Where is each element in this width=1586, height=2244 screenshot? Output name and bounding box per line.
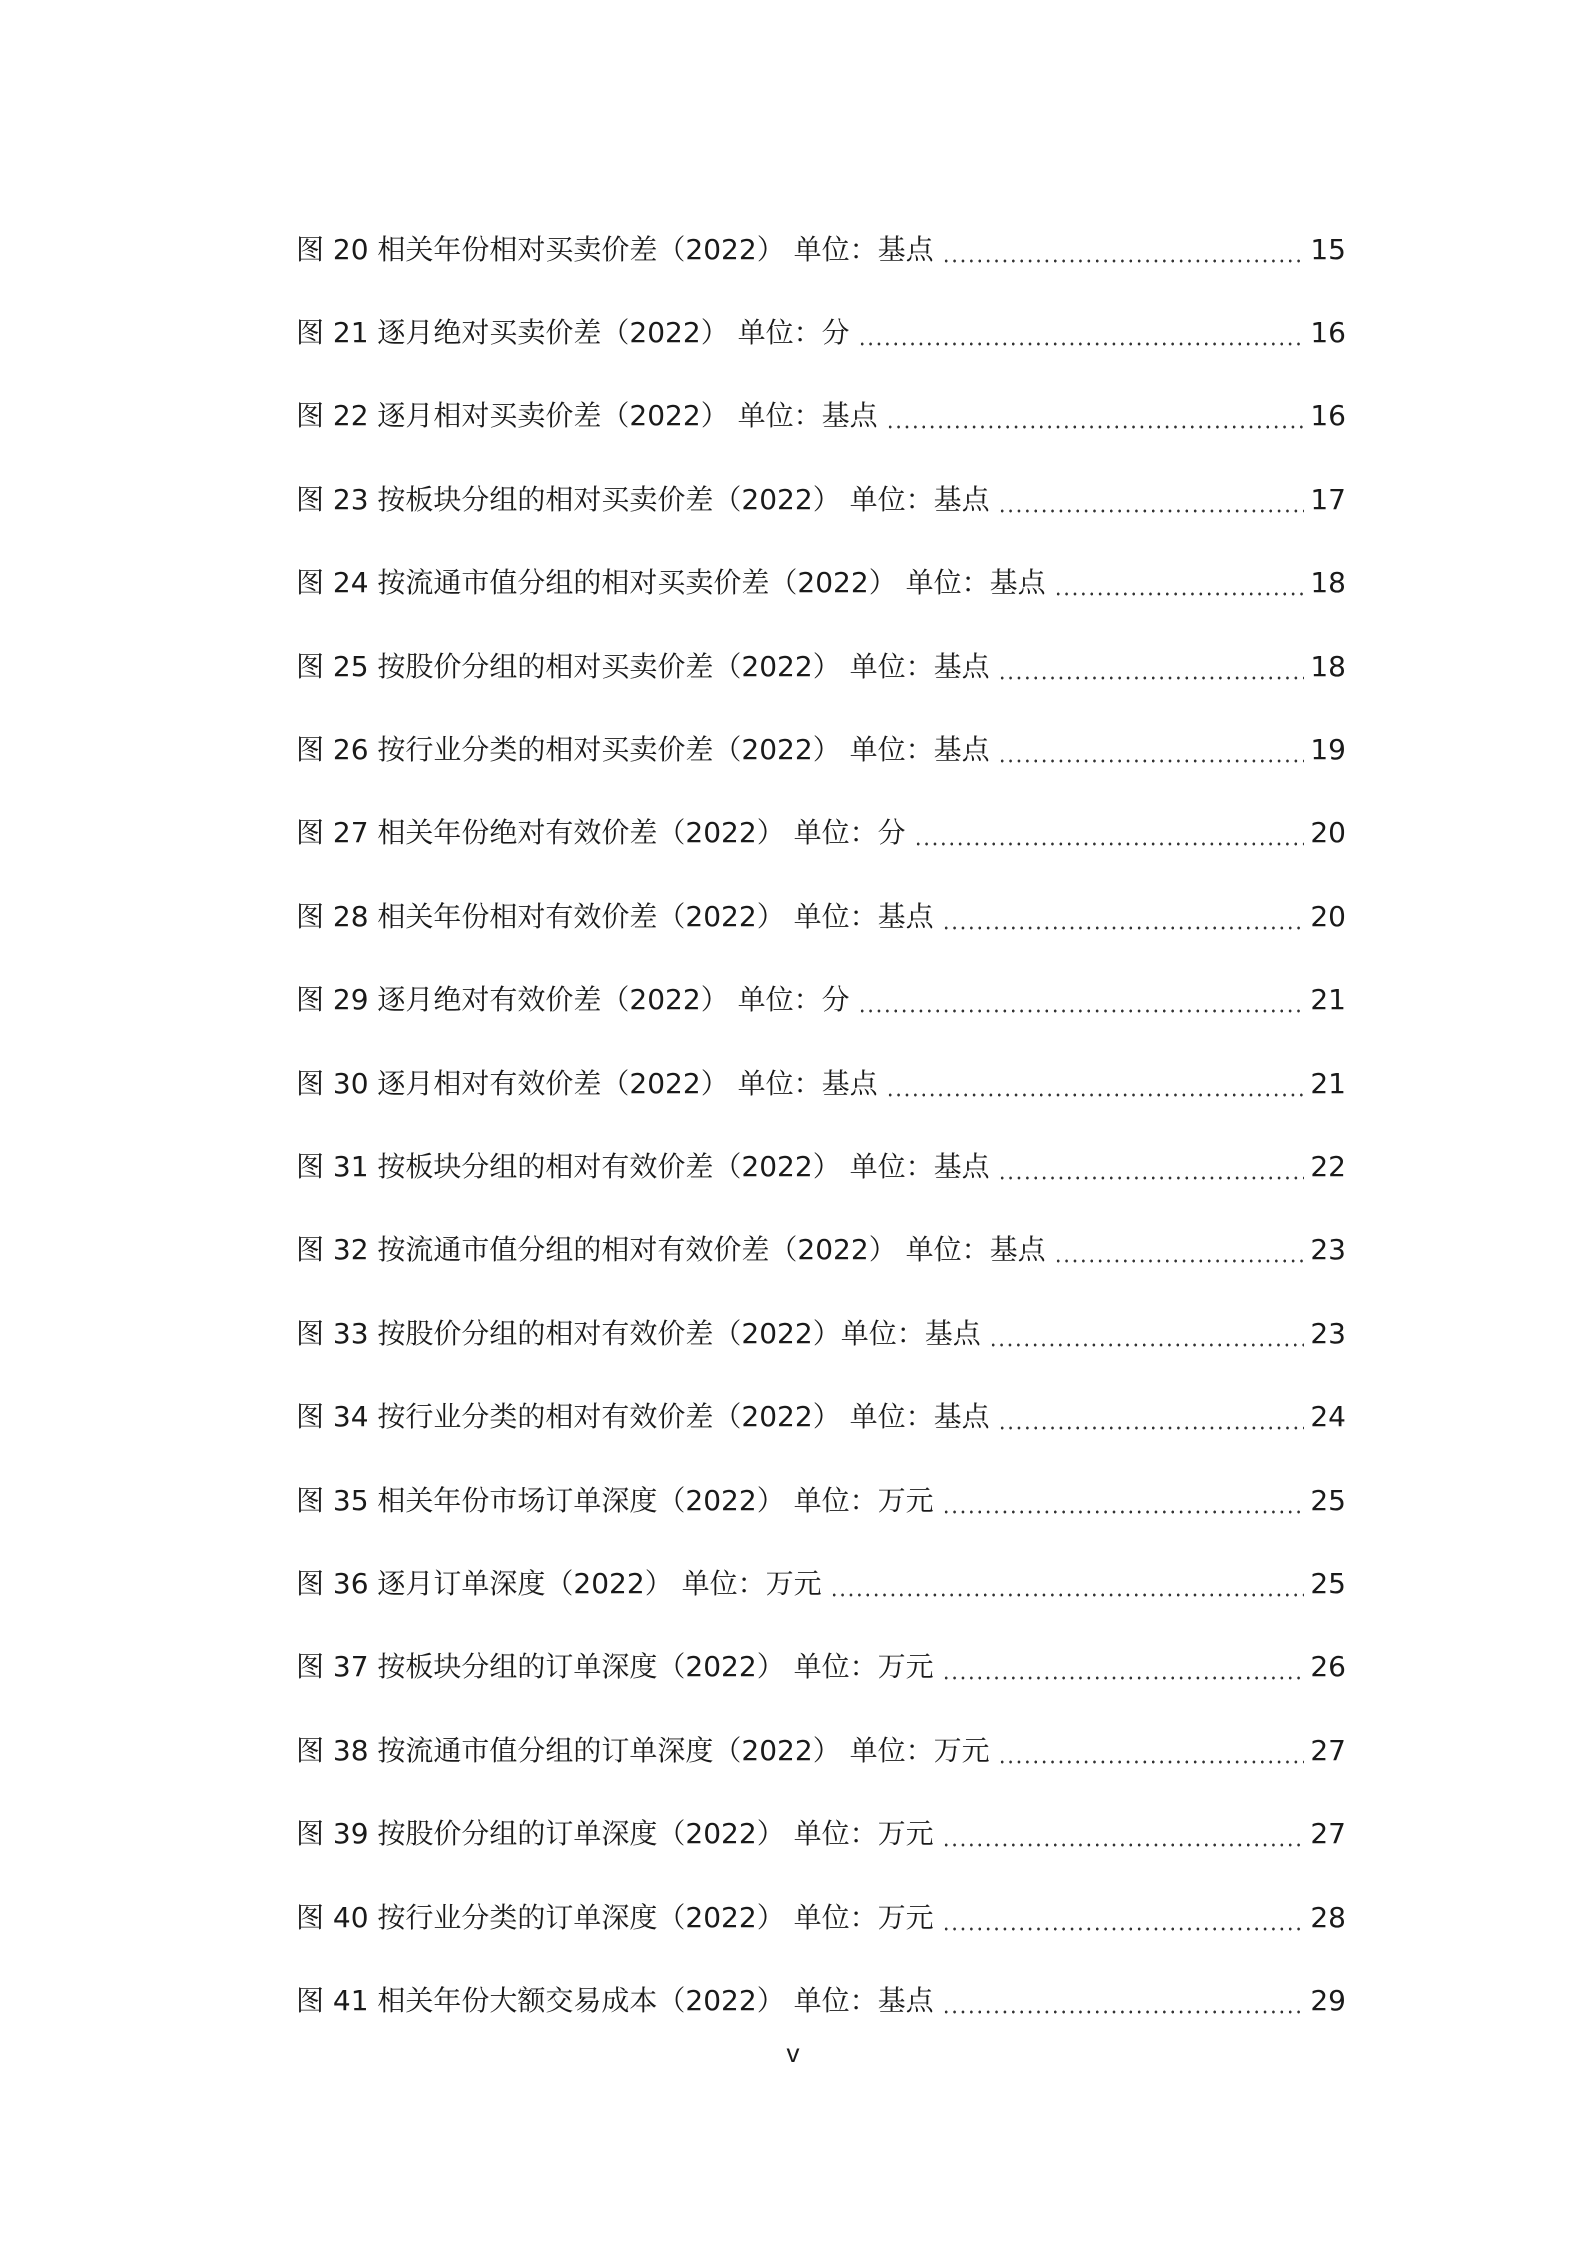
toc-entry-label: 图 26 按行业分类的相对买卖价差（2022） 单位：基点 <box>296 733 990 767</box>
toc-entry-label: 图 29 逐月绝对有效价差（2022） 单位：分 <box>296 983 850 1017</box>
toc-entry-page: 27 <box>1310 1817 1346 1851</box>
toc-entry-page: 16 <box>1310 316 1346 350</box>
toc-entry-page: 22 <box>1310 1149 1346 1183</box>
toc-entry[interactable] <box>296 1375 1346 1458</box>
toc-entry-page: 25 <box>1310 1483 1346 1517</box>
toc-leader-dots <box>998 1737 1305 1765</box>
toc-entry[interactable] <box>296 1792 1346 1875</box>
toc-entry[interactable] <box>296 1959 1346 2042</box>
toc-entry[interactable] <box>296 1459 1346 1542</box>
page-number: v <box>786 2038 800 2068</box>
toc-leader-dots <box>942 1653 1305 1681</box>
toc-entry-label: 图 31 按板块分组的相对有效价差（2022） 单位：基点 <box>296 1149 990 1183</box>
toc-entry-page: 16 <box>1310 399 1346 433</box>
toc-leader-dots <box>1054 1236 1305 1264</box>
toc-entry[interactable] <box>296 1709 1346 1792</box>
toc-entry-label: 图 20 相关年份相对买卖价差（2022） 单位：基点 <box>296 232 934 266</box>
toc-entry-page: 29 <box>1310 1983 1346 2017</box>
toc-entry[interactable] <box>296 1125 1346 1208</box>
toc-entry-page: 21 <box>1310 983 1346 1017</box>
toc-entry[interactable] <box>296 792 1346 875</box>
toc-entry-label: 图 22 逐月相对买卖价差（2022） 单位：基点 <box>296 399 878 433</box>
toc-entry-page: 25 <box>1310 1566 1346 1600</box>
toc-leader-dots <box>914 819 1305 847</box>
toc-entry-page: 18 <box>1310 649 1346 683</box>
toc-entry-page: 20 <box>1310 816 1346 850</box>
toc-entry[interactable] <box>296 1209 1346 1292</box>
toc-entry-page: 18 <box>1310 566 1346 600</box>
toc-entry-page: 26 <box>1310 1650 1346 1684</box>
toc-entry[interactable] <box>296 1542 1346 1625</box>
toc-entry[interactable] <box>296 625 1346 708</box>
toc-entry[interactable] <box>296 1876 1346 1959</box>
toc-leader-dots <box>886 402 1305 430</box>
toc-entry[interactable] <box>296 291 1346 374</box>
toc-entry[interactable] <box>296 875 1346 958</box>
toc-entry[interactable] <box>296 1042 1346 1125</box>
toc-entry-label: 图 38 按流通市值分组的订单深度（2022） 单位：万元 <box>296 1733 990 1767</box>
toc-leader-dots <box>942 1987 1305 2015</box>
toc-entry[interactable] <box>296 1626 1346 1709</box>
toc-entry-page: 17 <box>1310 482 1346 516</box>
toc-entry-label: 图 40 按行业分类的订单深度（2022） 单位：万元 <box>296 1900 934 1934</box>
toc-entry-page: 27 <box>1310 1733 1346 1767</box>
toc-entry-label: 图 34 按行业分类的相对有效价差（2022） 单位：基点 <box>296 1400 990 1434</box>
toc-leader-dots <box>998 486 1305 514</box>
toc-entry-label: 图 37 按板块分组的订单深度（2022） 单位：万元 <box>296 1650 934 1684</box>
toc-entry-page: 24 <box>1310 1400 1346 1434</box>
toc-entry-label: 图 23 按板块分组的相对买卖价差（2022） 单位：基点 <box>296 482 990 516</box>
toc-entry-page: 21 <box>1310 1066 1346 1100</box>
toc-leader-dots <box>998 1403 1305 1431</box>
toc-entry-label: 图 35 相关年份市场订单深度（2022） 单位：万元 <box>296 1483 934 1517</box>
toc-entry-label: 图 24 按流通市值分组的相对买卖价差（2022） 单位：基点 <box>296 566 1046 600</box>
toc-leader-dots <box>989 1320 1305 1348</box>
toc-entry[interactable] <box>296 959 1346 1042</box>
toc-entry-label: 图 28 相关年份相对有效价差（2022） 单位：基点 <box>296 899 934 933</box>
toc-leader-dots <box>858 986 1305 1014</box>
toc-entry[interactable] <box>296 1292 1346 1375</box>
toc-entry-page: 15 <box>1310 232 1346 266</box>
toc-entry-label: 图 32 按流通市值分组的相对有效价差（2022） 单位：基点 <box>296 1233 1046 1267</box>
toc-entry-page: 23 <box>1310 1316 1346 1350</box>
toc-entry-label: 图 33 按股价分组的相对有效价差（2022）单位：基点 <box>296 1316 981 1350</box>
toc-leader-dots <box>942 236 1305 264</box>
toc-leader-dots <box>942 1904 1305 1932</box>
toc-entry-label: 图 41 相关年份大额交易成本（2022） 单位：基点 <box>296 1983 934 2017</box>
toc-leader-dots <box>942 1820 1305 1848</box>
toc-entry-label: 图 36 逐月订单深度（2022） 单位：万元 <box>296 1566 822 1600</box>
toc-leader-dots <box>998 653 1305 681</box>
toc-entry[interactable] <box>296 208 1346 291</box>
toc-leader-dots <box>1054 569 1305 597</box>
toc-entry-page: 28 <box>1310 1900 1346 1934</box>
toc-leader-dots <box>858 319 1305 347</box>
toc-leader-dots <box>998 1153 1305 1181</box>
toc-entry[interactable] <box>296 708 1346 791</box>
toc-leader-dots <box>998 736 1305 764</box>
toc-leader-dots <box>942 903 1305 931</box>
toc-leader-dots <box>942 1487 1305 1515</box>
toc-entry-label: 图 25 按股价分组的相对买卖价差（2022） 单位：基点 <box>296 649 990 683</box>
toc-entry[interactable] <box>296 542 1346 625</box>
toc-leader-dots <box>830 1570 1305 1598</box>
toc-entry-label: 图 39 按股价分组的订单深度（2022） 单位：万元 <box>296 1817 934 1851</box>
toc-entry-label: 图 30 逐月相对有效价差（2022） 单位：基点 <box>296 1066 878 1100</box>
toc-entry-label: 图 27 相关年份绝对有效价差（2022） 单位：分 <box>296 816 906 850</box>
toc-entry[interactable] <box>296 375 1346 458</box>
toc-entry-label: 图 21 逐月绝对买卖价差（2022） 单位：分 <box>296 316 850 350</box>
toc-entry[interactable] <box>296 458 1346 541</box>
figure-list-toc <box>296 208 1346 2043</box>
toc-entry-page: 19 <box>1310 733 1346 767</box>
toc-entry-page: 23 <box>1310 1233 1346 1267</box>
toc-entry-page: 20 <box>1310 899 1346 933</box>
toc-leader-dots <box>886 1070 1305 1098</box>
